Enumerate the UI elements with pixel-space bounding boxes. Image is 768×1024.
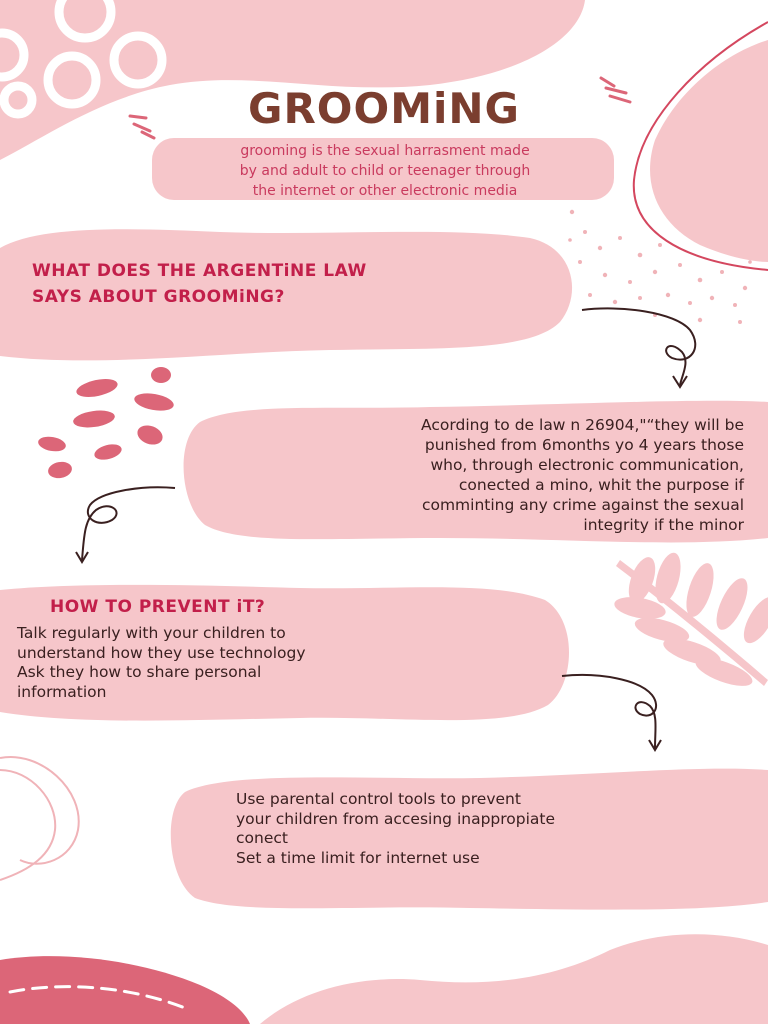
prevent-tip-line: Talk regularly with your children to: [17, 624, 286, 642]
top-left-blob: [0, 0, 585, 160]
law-question-line: SAYS ABOUT GROOMiNG?: [32, 287, 285, 307]
bottom-right-wave: [260, 934, 768, 1024]
intro-line: the internet or other electronic media: [252, 183, 518, 199]
curly-arrow-icon: [582, 308, 695, 385]
oval-dots-icon: [37, 367, 175, 480]
law-question-heading: [32, 258, 492, 310]
law-text-line: punished from 6months yo 4 years those: [424, 436, 744, 454]
law-text-line: conected a mino, whit the purpose if: [458, 476, 744, 494]
prevent-heading: HOW TO PREVENT iT?: [50, 597, 266, 617]
intro-line: grooming is the sexual harrasment made: [240, 143, 530, 159]
law-text-line: integrity if the minor: [583, 516, 744, 534]
right-top-blob: [650, 40, 768, 262]
page-title: GROOMiNG: [247, 84, 521, 133]
law-question-line: WHAT DOES THE ARGENTiNE LAW: [32, 261, 367, 281]
law-text-line: Acording to de law n 26904,"“they will be: [421, 416, 744, 434]
law-text: [220, 415, 744, 535]
tools-tips: [236, 790, 756, 868]
prevent-tip-line: understand how they use technology: [17, 643, 306, 662]
leaf-branch-icon: [613, 550, 768, 692]
prevent-tips: [17, 624, 497, 702]
curly-arrow-icon-2: [82, 487, 175, 560]
law-text-line: who, through electronic communication,: [430, 456, 744, 474]
tools-tip-line: your children from accesing inappropiate: [236, 809, 556, 828]
left-loop-curve: [0, 757, 79, 864]
curly-arrow-icon-3: [562, 675, 656, 748]
intro-line: by and adult to child or teenager through: [239, 163, 531, 179]
tools-tip-line: conect: [236, 829, 288, 847]
prevent-tip-line: information: [17, 682, 107, 701]
intro-definition: [150, 141, 620, 201]
tools-tip-line: Use parental control tools to prevent: [236, 790, 521, 808]
prevent-tip-line: Ask they how to share personal: [17, 663, 262, 681]
law-text-line: comminting any crime against the sexual: [421, 496, 744, 514]
tools-tip-line: Set a time limit for internet use: [236, 848, 480, 867]
